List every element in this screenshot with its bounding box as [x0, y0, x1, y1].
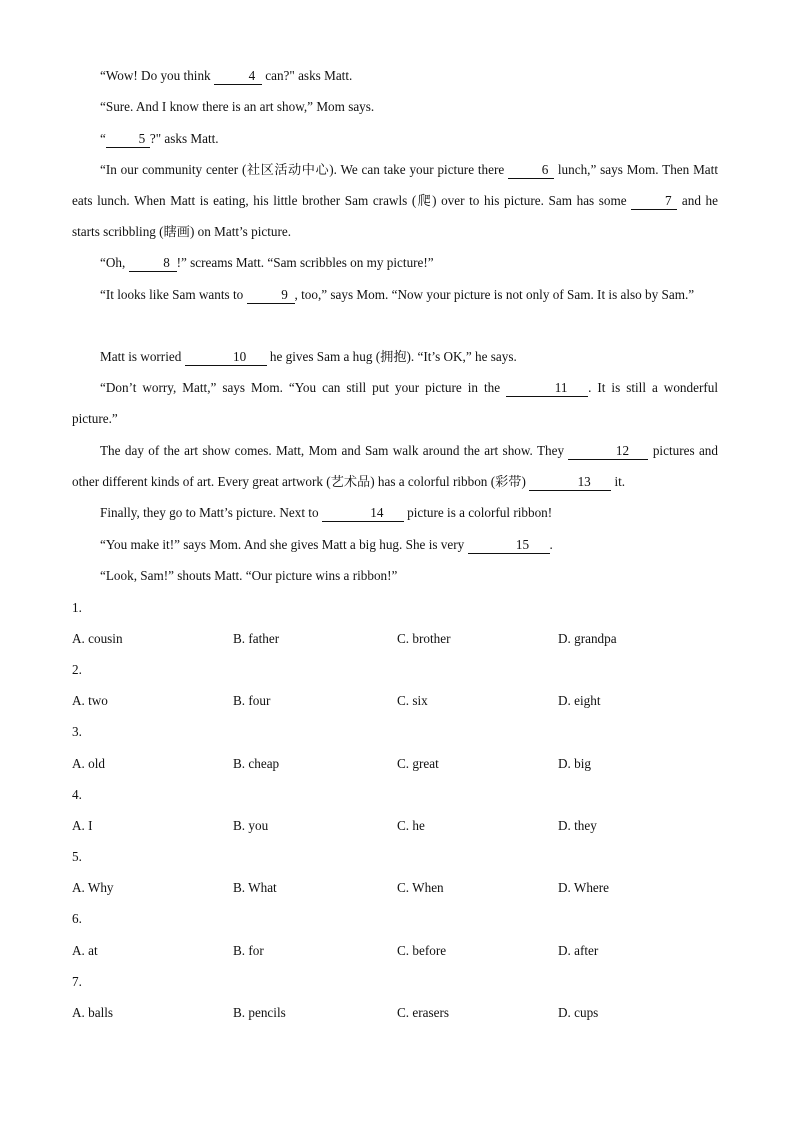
- question-number: 5.: [72, 849, 82, 864]
- passage-paragraph: [72, 91, 718, 122]
- passage-text: picture is a colorful ribbon!: [403, 505, 553, 520]
- option-a[interactable]: A. I: [72, 818, 93, 833]
- option-d[interactable]: D. eight: [558, 693, 601, 708]
- passage-text: “In our community center (社区活动中心). We can take your picture there: [100, 162, 509, 177]
- blank-14: 14: [322, 505, 404, 522]
- blank-11: 11: [506, 380, 588, 397]
- passage-text: !” screams Matt. “Sam scribbles on my picture!”: [176, 255, 434, 270]
- question-number: 6.: [72, 911, 82, 926]
- option-d[interactable]: D. big: [558, 756, 591, 771]
- option-row: [72, 943, 718, 959]
- blank-5: 5: [106, 131, 150, 148]
- passage-text: he gives Sam a hug (拥抱). “It’s OK,” he says.: [266, 349, 517, 364]
- blank-4: 4: [214, 68, 262, 85]
- passage-text: “Sure. And I know there is an art show,” Mom says.: [100, 99, 375, 114]
- passage-text: “Wow! Do you think: [100, 68, 214, 83]
- option-c[interactable]: C. erasers: [397, 1005, 449, 1020]
- passage-paragraph: [72, 154, 718, 248]
- option-c[interactable]: C. brother: [397, 631, 451, 646]
- question-number: 1.: [72, 600, 82, 615]
- passage-paragraph: [72, 123, 718, 154]
- blank-7: 7: [631, 193, 677, 210]
- passage-text: Matt is worried: [100, 349, 185, 364]
- option-row: [72, 880, 718, 896]
- option-d[interactable]: D. cups: [558, 1005, 599, 1020]
- blank-8: 8: [129, 255, 177, 272]
- option-b[interactable]: B. pencils: [233, 1005, 286, 1020]
- option-b[interactable]: B. four: [233, 693, 271, 708]
- passage-paragraph: [72, 60, 718, 91]
- passage-paragraph: [72, 372, 718, 434]
- option-c[interactable]: C. six: [397, 693, 428, 708]
- option-c[interactable]: C. he: [397, 818, 425, 833]
- option-c[interactable]: C. When: [397, 880, 444, 895]
- passage-text: The day of the art show comes. Matt, Mom and Sam walk around the art show. They: [100, 443, 569, 458]
- passage-paragraph: [72, 279, 718, 310]
- option-row: [72, 1005, 718, 1021]
- option-d[interactable]: D. they: [558, 818, 597, 833]
- passage-text: ?" asks Matt.: [149, 131, 219, 146]
- question-number: 7.: [72, 974, 82, 989]
- blank-15: 15: [468, 537, 550, 554]
- option-b[interactable]: B. cheap: [233, 756, 280, 771]
- question-number: 4.: [72, 787, 82, 802]
- passage-text: Finally, they go to Matt’s picture. Next to: [100, 505, 322, 520]
- option-a[interactable]: A. cousin: [72, 631, 123, 646]
- passage-text: “Don’t worry, Matt,” says Mom. “You can still put your picture in the: [100, 380, 507, 395]
- passage-text: pictures and other different kinds of art. Every great artwork (艺术品) has a colorful ribbon (彩带): [72, 443, 718, 490]
- passage-text: “Oh,: [100, 255, 129, 270]
- option-a[interactable]: A. old: [72, 756, 105, 771]
- option-row: [72, 631, 718, 647]
- passage-text: can?" asks Matt.: [261, 68, 353, 83]
- option-c[interactable]: C. great: [397, 756, 439, 771]
- option-c[interactable]: C. before: [397, 943, 447, 958]
- passage-text: it.: [611, 474, 626, 490]
- passage-text: , too,” says Mom. “Now your picture is not only of Sam. It is also by Sam.”: [294, 287, 695, 302]
- option-b[interactable]: B. father: [233, 631, 280, 646]
- option-a[interactable]: A. balls: [72, 1005, 114, 1020]
- passage-paragraph: [72, 247, 718, 278]
- option-row: [72, 693, 718, 709]
- blank-9: 9: [247, 287, 295, 304]
- option-b[interactable]: B. you: [233, 818, 269, 833]
- option-row: [72, 818, 718, 834]
- passage-paragraph: [72, 435, 718, 497]
- option-a[interactable]: A. two: [72, 693, 108, 708]
- passage-text: lunch,” says Mom. Then Matt eats lunch. When Matt is eating, his little brother Sam crawls (爬) over to his picture. Sam has some: [72, 162, 718, 209]
- option-a[interactable]: A. at: [72, 943, 98, 958]
- blank-12: 12: [568, 443, 648, 460]
- option-d[interactable]: D. grandpa: [558, 631, 617, 646]
- passage-text: “Look, Sam!” shouts Matt. “Our picture wins a ribbon!”: [100, 568, 398, 583]
- option-b[interactable]: B. What: [233, 880, 277, 895]
- passage-text: .: [549, 537, 553, 552]
- passage-text: “You make it!” says Mom. And she gives Matt a big hug. She is very: [100, 537, 468, 552]
- passage-text: and he starts scribbling (瞎画) on Matt’s picture.: [72, 193, 718, 240]
- option-d[interactable]: D. Where: [558, 880, 610, 895]
- passage-text: . It is still a wonderful picture.”: [72, 380, 718, 427]
- blank-10: 10: [185, 349, 267, 366]
- passage-paragraph: [72, 341, 718, 372]
- blank-6: 6: [508, 162, 554, 179]
- question-number: 3.: [72, 724, 82, 739]
- option-d[interactable]: D. after: [558, 943, 599, 958]
- option-a[interactable]: A. Why: [72, 880, 114, 895]
- question-number: 2.: [72, 662, 82, 677]
- option-b[interactable]: B. for: [233, 943, 264, 958]
- passage-text: “It looks like Sam wants to: [100, 287, 247, 302]
- blank-13: 13: [529, 474, 611, 491]
- passage-text: “: [100, 131, 106, 146]
- option-row: [72, 756, 718, 772]
- passage-paragraph: [72, 529, 718, 560]
- passage-paragraph: [72, 497, 718, 528]
- passage-paragraph: [72, 560, 718, 591]
